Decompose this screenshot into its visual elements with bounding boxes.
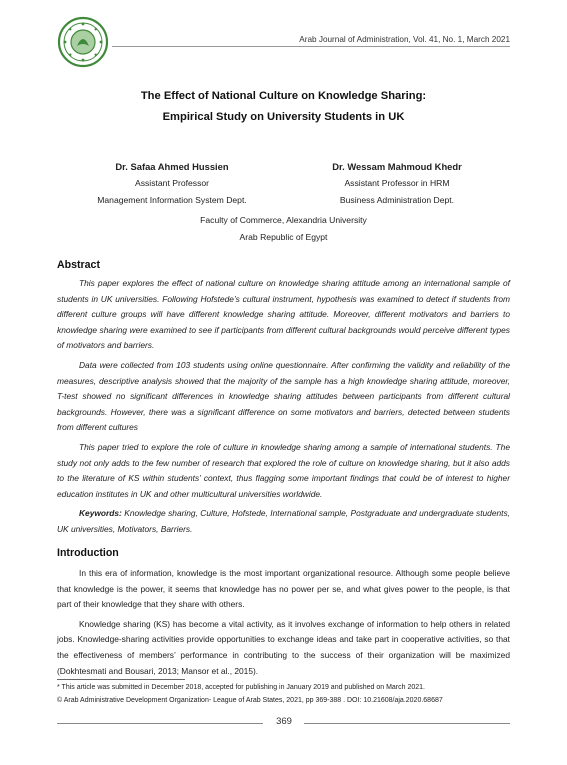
header-rule — [112, 46, 510, 47]
introduction-body — [57, 566, 510, 683]
author-name: Dr. Wessam Mahmoud Khedr — [332, 161, 462, 172]
author-block — [57, 158, 510, 250]
abstract-paragraph: Data were collected from 103 students using online questionnaire. After confirming the validity and reliability of the measures, descriptive analysis showed that the majority of the sample has a high knowledge sharing attitude, moreover, T-test showed no significant differences in knowledge sharing attitudes between participants from different cultural backgrounds. However, there was a significant difference on some motivators and barriers, detected between students from different cultures — [57, 359, 510, 433]
introduction-paragraph: In this era of information, knowledge is the most important organizational resource. Although some people believe that knowledge is the power, it seems that knowledge has no power per se, and what gives power to the people, is that part of their knowledge that they share with others. — [57, 568, 510, 610]
faculty-line: Faculty of Commerce, Alexandria University — [200, 215, 367, 225]
abstract-heading: Abstract — [57, 259, 100, 271]
author-2 — [282, 158, 512, 209]
copyright-footnote: © Arab Administrative Development Organization- League of Arab States, 2021, pp 369-388 . DOI: 10.21608/aja.2020.68687 — [57, 696, 443, 704]
journal-citation-line: Arab Journal of Administration, Vol. 41, No. 1, March 2021 — [299, 35, 510, 44]
footer-rule-left — [57, 723, 263, 724]
author-name: Dr. Safaa Ahmed Hussien — [115, 161, 229, 172]
introduction-heading: Introduction — [57, 547, 119, 559]
paper-title — [0, 86, 567, 128]
title-line-1: The Effect of National Culture on Knowledge Sharing: — [140, 90, 427, 102]
keywords-list: Knowledge sharing, Culture, Hofstede, International sample, Postgraduate and undergraduate students, UK universities, Motivators, Barriers. — [57, 508, 511, 534]
author-position: Assistant Professor in HRM — [344, 178, 450, 188]
abstract-body — [57, 276, 510, 542]
footnotes — [57, 682, 510, 707]
introduction-paragraph: Knowledge sharing (KS) has become a vital activity, as it involves exchange of information to help others in related jobs. Knowledge-sharing activities provide opportunities to exchange ideas and take part in cooperative activities, so that the effectiveness of members’ performance in contributing to the success of their organization will be maximized (Dokhtesmati and Bousari, 2013; Mansor et al., 2015). — [57, 618, 510, 676]
author-dept: Management Information System Dept. — [97, 195, 247, 205]
footer-rule-right — [304, 723, 510, 724]
title-line-2: Empirical Study on University Students in UK — [162, 111, 405, 123]
country-line: Arab Republic of Egypt — [239, 232, 328, 242]
submission-footnote: * This article was submitted in December 2018, accepted for publishing in January 2019 and published on March 2021. — [57, 684, 425, 691]
footnote-rule — [57, 679, 185, 680]
author-position: Assistant Professor — [134, 178, 210, 188]
journal-logo-icon — [57, 16, 109, 68]
author-1 — [57, 158, 287, 209]
affiliation — [57, 212, 510, 246]
abstract-paragraph: This paper tried to explore the role of culture in knowledge sharing among a sample of international students. The study not only adds to the few number of research that explored the role of culture on knowledge sharing, but it also adds to the literature of KS within students’ context, thus flagging some important findings that could be of interest to higher education institutes in UK and other multicultural universities worldwide. — [57, 441, 510, 499]
author-dept: Business Administration Dept. — [339, 195, 455, 205]
keywords-label: Keywords: — [79, 508, 122, 519]
abstract-paragraph: This paper explores the effect of national culture on knowledge sharing attitude among an international sample of students in UK universities. Following Hofstede’s cultural instrument, hypothesis was examined to detect if students from different culture groups will have different knowledge sharing attitude. Moreover, different motivators and barriers to knowledge sharing were examined to see if participants from different cultural backgrounds would perceive different types of motivators and barriers. — [57, 278, 510, 351]
keywords-paragraph — [57, 506, 510, 537]
page-number: 369 — [276, 716, 292, 727]
